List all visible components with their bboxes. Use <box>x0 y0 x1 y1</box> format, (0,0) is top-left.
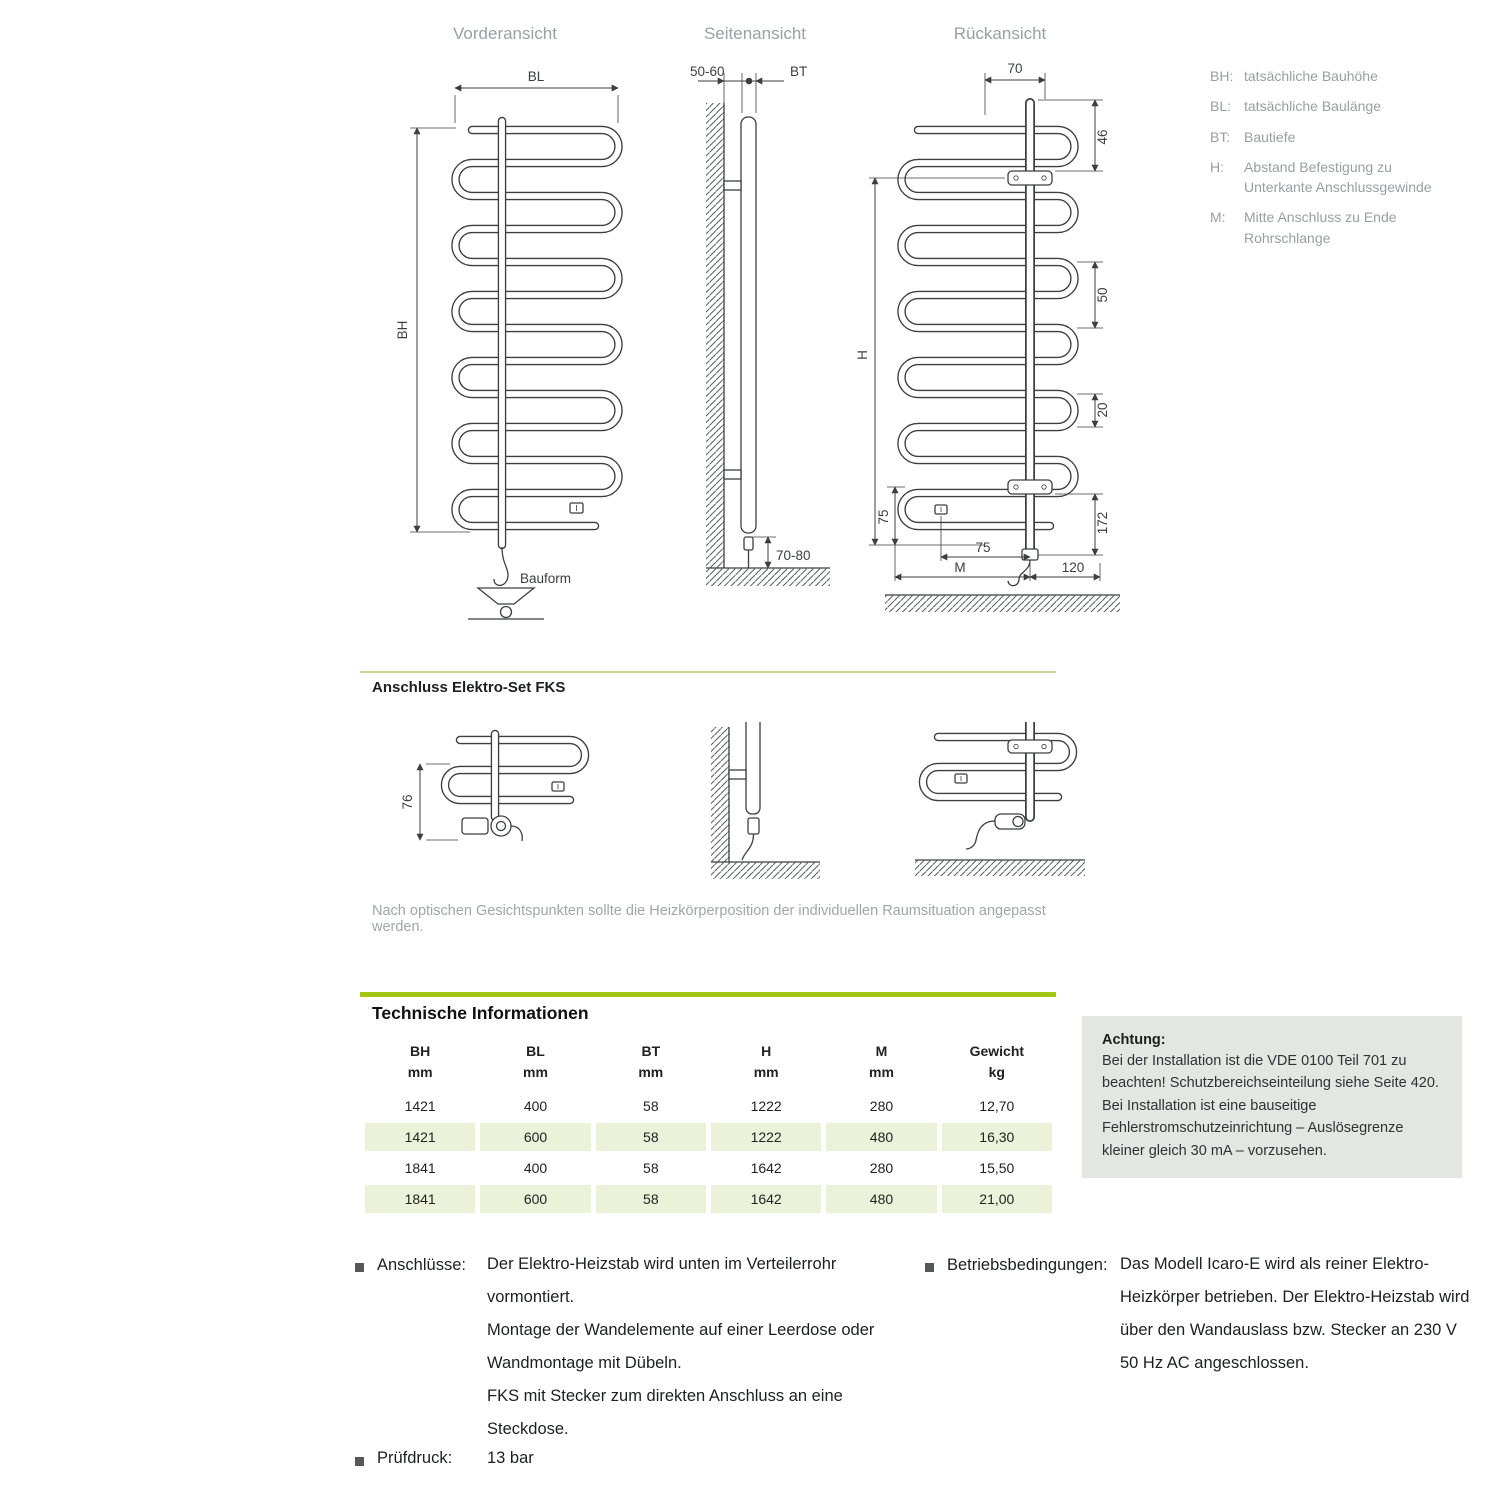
dim-label-h: H <box>855 350 870 360</box>
table-row <box>365 1154 1052 1182</box>
table-cell: 1841 <box>365 1185 475 1213</box>
anschluesse-label: Anschlüsse: <box>377 1256 466 1274</box>
table-row <box>365 1123 1052 1151</box>
fks-side-element-cable <box>742 818 759 860</box>
rear-floor <box>885 595 1120 612</box>
table-cell: 1421 <box>404 1098 436 1114</box>
table-cell: 480 <box>826 1123 936 1151</box>
fks-section-title: Anschluss Elektro-Set FKS <box>372 679 566 696</box>
fks-rear-floor <box>915 860 1085 876</box>
front-cable-hook <box>494 547 508 585</box>
side-bottom-dimension <box>752 537 811 568</box>
table-cell: 600 <box>480 1185 590 1213</box>
dim-label-76: 76 <box>400 794 415 810</box>
front-serpentine-coil <box>456 130 619 526</box>
rear-clamp <box>935 505 947 514</box>
tech-accent-bar <box>360 992 1056 997</box>
dim-label-bl: BL <box>527 69 545 84</box>
table-cell: 1642 <box>750 1160 782 1176</box>
dim-label-20: 20 <box>1095 402 1110 418</box>
table-cell: 480 <box>826 1185 936 1213</box>
fks-divider-line <box>360 671 1056 673</box>
tech-section-title: Technische Informationen <box>372 1003 589 1023</box>
rear-view-diagram <box>855 55 1190 655</box>
fks-side-detail-diagram <box>695 722 825 887</box>
legend-item-bl <box>1210 96 1460 116</box>
side-view-diagram <box>690 55 850 655</box>
dim-label-bt: BT <box>790 64 808 79</box>
anschluesse-text-2: Montage der Wandelemente auf einer Leerdose oder Wandmontage mit Dübeln. <box>487 1321 875 1372</box>
table-cell: 21,00 <box>942 1185 1052 1213</box>
table-cell: 1421 <box>365 1123 475 1151</box>
dim-label-bh: BH <box>395 320 410 340</box>
achtung-title: Achtung: <box>1102 1032 1166 1048</box>
side-radiator-profile <box>741 117 756 533</box>
table-header-row <box>365 1037 1052 1089</box>
dim-label-50: 50 <box>1095 287 1110 303</box>
table-cell: 1642 <box>711 1185 821 1213</box>
fks-rear-bracket <box>1008 740 1052 753</box>
legend-item-m <box>1210 207 1460 248</box>
fks-front-detail-diagram <box>400 722 630 872</box>
legend-abbr: H: <box>1210 158 1224 175</box>
dim-label-70: 70 <box>1007 61 1023 76</box>
dim-label-46: 46 <box>1095 129 1110 145</box>
fks-rear-coil <box>923 722 1073 817</box>
dim-label-172: 172 <box>1095 511 1110 535</box>
side-connection-dot <box>746 78 753 85</box>
fks-rear-detail-diagram <box>900 722 1110 877</box>
table-cell: 15,50 <box>979 1160 1015 1176</box>
fks-rear-element-cable <box>966 814 1025 849</box>
legend-item-h <box>1210 157 1460 198</box>
table-cell: 12,70 <box>979 1098 1015 1114</box>
anschluesse-text-1: Der Elektro-Heizstab wird unten im Verteilerrohr vormontiert. <box>487 1255 837 1306</box>
table-cell: 280 <box>869 1160 894 1176</box>
legend-item-bh <box>1210 66 1460 86</box>
rear-bracket-bottom <box>1008 480 1052 494</box>
bullet-square <box>355 1457 364 1466</box>
table-cell: 58 <box>643 1098 659 1114</box>
fks-front-bracket <box>552 782 564 791</box>
side-floor <box>706 568 830 586</box>
legend-abbr: BT: <box>1210 128 1231 145</box>
col-header-m: M mm <box>869 1043 894 1080</box>
fks-front-coil <box>445 734 585 817</box>
rear-top-dimension <box>985 61 1103 115</box>
legend-text: Bautiefe <box>1244 128 1296 145</box>
rear-view-title: Rückansicht <box>953 24 1047 43</box>
col-header-bh: BH mm <box>407 1043 433 1080</box>
dim-label-70-80: 70-80 <box>776 548 811 563</box>
dim-label-m: M <box>954 560 966 575</box>
dim-label-75-bottom: 75 <box>975 540 991 555</box>
legend-text: Abstand Befestigung zu Unterkante Anschlussgewinde <box>1244 158 1432 196</box>
achtung-box <box>1082 1016 1462 1178</box>
table-cell: 58 <box>596 1123 706 1151</box>
bullet-square <box>925 1263 934 1272</box>
legend-text: tatsächliche Bauhöhe <box>1244 68 1378 84</box>
dim-label-50-60: 50-60 <box>690 64 725 79</box>
col-header-bl: BL mm <box>523 1043 548 1080</box>
legend-text: tatsächliche Baulänge <box>1244 98 1381 115</box>
fks-side-profile <box>746 722 760 814</box>
table-cell: 400 <box>523 1098 548 1114</box>
col-header-gewicht: Gewicht kg <box>969 1043 1025 1080</box>
table-cell: 280 <box>869 1098 894 1114</box>
front-view-diagram <box>390 55 680 655</box>
rear-bottom-fitting <box>1022 549 1038 560</box>
fks-rear-clamp <box>955 774 967 783</box>
legend-text: Mitte Anschluss zu Ende Rohrschlange <box>1244 209 1397 246</box>
dim-label-75-left: 75 <box>876 509 891 525</box>
col-header-h: H mm <box>753 1043 779 1080</box>
fks-note: Nach optischen Gesichtspunkten sollte die Heizkörperposition der individuellen Raumsituation angepasst werden. <box>372 903 1046 935</box>
table-cell: 600 <box>480 1123 590 1151</box>
table-cell: 1222 <box>711 1123 821 1151</box>
legend-abbr: BH: <box>1210 68 1234 84</box>
pruefdruck-value: 13 bar <box>487 1449 534 1467</box>
table-cell: 58 <box>596 1185 706 1213</box>
table-cell: 58 <box>643 1160 659 1176</box>
fks-side-bracket <box>729 770 746 779</box>
side-bracket-bottom <box>724 470 741 479</box>
rear-bracket-top <box>1008 171 1052 185</box>
table-row <box>365 1185 1052 1213</box>
rear-cable-hook <box>1008 560 1030 586</box>
rear-serpentine-coil <box>902 130 1075 526</box>
betrieb-label: Betriebsbedingungen: <box>947 1256 1108 1274</box>
achtung-body: Bei der Installation ist die VDE 0100 Teil 701 zu beachten! Schutzbereichseinteilung siehe Seite 420. Bei Installation ist eine bauseitige Fehlerstromschutzeinrichtung – Auslösegrenze kleiner gleich 30 mA – vorzusehen. <box>1102 1053 1439 1159</box>
bauform-icon <box>468 588 544 619</box>
anschluesse-text-3: FKS mit Stecker zum direkten Anschluss an eine Steckdose. <box>487 1387 843 1438</box>
front-bracket <box>570 503 583 513</box>
fks-side-wall <box>711 727 729 862</box>
side-view-title: Seitenansicht <box>703 24 807 43</box>
side-bracket-top <box>724 181 741 190</box>
table-row <box>365 1092 1052 1120</box>
legend-abbr: M: <box>1210 209 1226 226</box>
front-view-title: Vorderansicht <box>453 24 557 43</box>
betrieb-text: Das Modell Icaro-E wird als reiner Elektro-Heizkörper betrieben. Der Elektro-Heizstab wird über den Wandauslass bzw. Stecker an 230 V 50 Hz AC angeschlossen. <box>1120 1255 1470 1372</box>
pruefdruck-label: Prüfdruck: <box>377 1449 453 1467</box>
bauform-label: Bauform <box>520 571 572 586</box>
table-cell: 1841 <box>404 1160 436 1176</box>
fks-side-floor <box>711 862 820 879</box>
tech-table <box>360 1034 1057 1216</box>
col-header-bt: BT mm <box>638 1043 664 1080</box>
table-cell: 1222 <box>750 1098 782 1114</box>
legend-item-bt <box>1210 127 1460 147</box>
dim-label-120: 120 <box>1061 560 1085 575</box>
dimension-legend <box>1210 66 1460 258</box>
side-cable <box>744 537 753 568</box>
side-wall <box>706 103 724 568</box>
table-cell: 16,30 <box>942 1123 1052 1151</box>
table-cell: 400 <box>523 1160 548 1176</box>
front-bl-dimension <box>455 69 618 123</box>
legend-abbr: BL: <box>1210 98 1232 115</box>
bullet-square <box>355 1263 364 1272</box>
anschluesse-text <box>487 1248 897 1446</box>
